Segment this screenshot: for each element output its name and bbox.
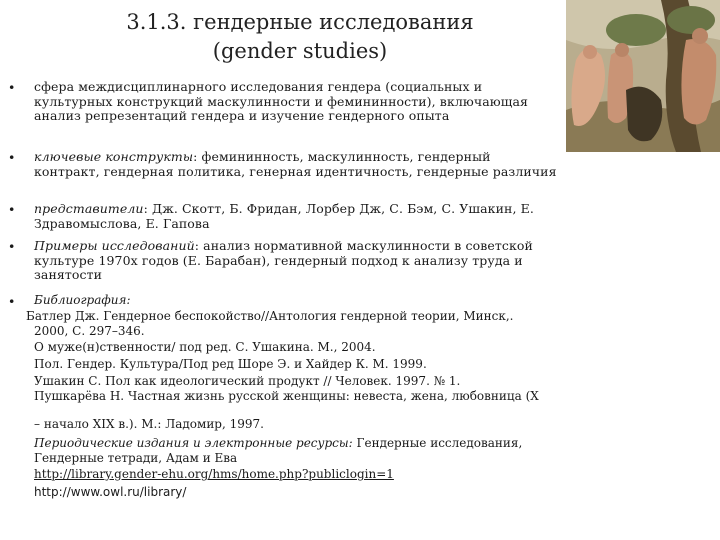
bullet-text: : Дж. Скотт, Б. Фридан, Лорбер Дж, С. Бэм, С. Ушакин, Е. Здравомыслова, Е. Гапова	[34, 201, 534, 231]
bibliography-heading-colon: :	[126, 293, 131, 307]
bullet-item-examples	[34, 239, 560, 283]
bullet-term: Примеры исследований	[34, 238, 195, 253]
bullet-term: представители	[34, 201, 144, 216]
bibliography-heading-text: Библиография	[34, 293, 127, 307]
bibliography-entry: Ушакин С. Пол как идеологический продукт // Человек. 1997. № 1.	[34, 374, 461, 388]
renaissance-painting-image	[566, 0, 720, 152]
bibliography-entry: Батлер Дж. Гендерное беспокойство//Антология гендерной теории, Минск,.	[26, 309, 514, 323]
library-link[interactable]: http://library.gender-ehu.org/hms/home.php?publiclogin=1	[34, 467, 394, 481]
bullet-marker: •	[8, 150, 16, 165]
title-line-2: (gender studies)	[212, 39, 388, 63]
bullet-item-constructs	[34, 150, 560, 179]
slide-title	[40, 8, 560, 66]
library-link-2[interactable]: http://www.owl.ru/library/	[34, 485, 187, 499]
periodicals-line	[34, 436, 522, 450]
bibliography-entry: 2000, С. 297–346.	[34, 324, 145, 338]
bullet-text: : фемининность, маскулинность, гендерный контракт, гендерная политика, генерная идентичность, гендерные различия	[34, 149, 557, 179]
bibliography-entry: – начало XIX в.). М.: Ладомир, 1997.	[34, 417, 264, 431]
periodicals-line-2: Гендерные тетради, Адам и Ева	[34, 451, 238, 465]
bullet-marker: •	[8, 294, 16, 309]
bullet-marker: •	[8, 202, 16, 217]
bibliography-entry: О муже(н)ственности/ под ред. С. Ушакина. М., 2004.	[34, 340, 376, 354]
bullet-text: сфера междисциплинарного исследования гендера (социальных и культурных конструкций маскулинности и фемининности), включающая анализ репрезентаций гендера и изучение гендерного опыта	[34, 79, 529, 123]
bibliography-heading	[34, 293, 130, 307]
periodicals-text: Гендерные исследования,	[352, 436, 523, 450]
bibliography-entry: Пушкарёва Н. Частная жизнь русской женщины: невеста, жена, любовница (X	[34, 389, 539, 403]
bullet-term: ключевые конструкты	[34, 149, 194, 164]
bullet-marker: •	[8, 80, 16, 95]
bullet-text: : анализ нормативной маскулинности в советской культуре 1970х годов (Е. Барабан), гендерный подход к анализу труда и занятости	[34, 238, 533, 282]
bibliography-entry: Пол. Гендер. Культура/Под ред Шоре Э. и Хайдер К. М. 1999.	[34, 357, 427, 371]
bullet-item-representatives	[34, 202, 560, 231]
bullet-marker: •	[8, 239, 16, 254]
periodicals-label: Периодические издания и электронные ресурсы:	[34, 436, 353, 450]
bullet-item-definition	[34, 80, 560, 124]
library-link-1[interactable]	[34, 467, 394, 481]
title-line-1: 3.1.3. гендерные исследования	[126, 10, 474, 34]
